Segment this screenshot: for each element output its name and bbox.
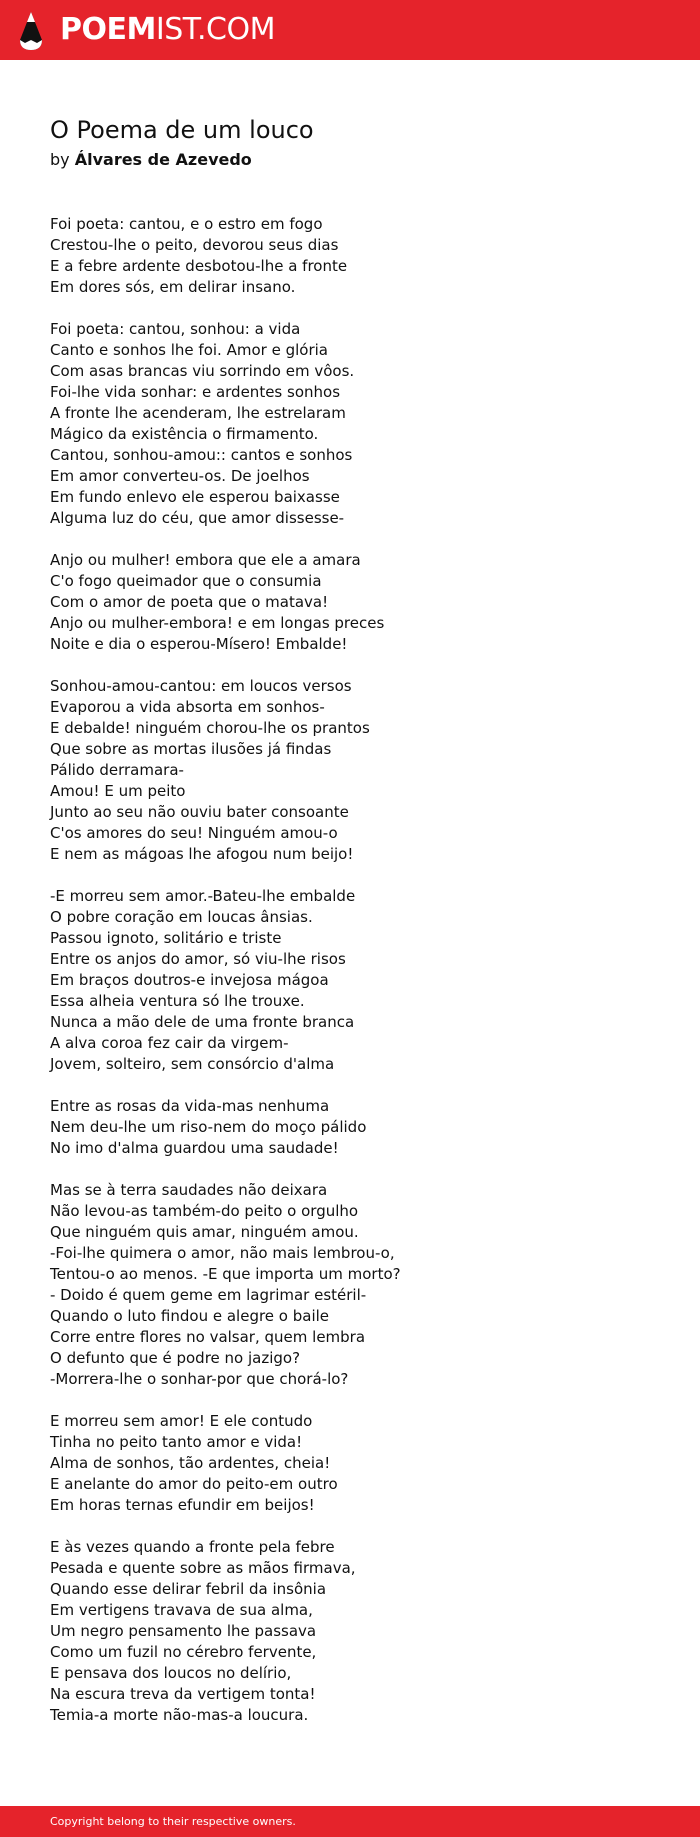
poem-line: E debalde! ninguém chorou-lhe os prantos [50, 719, 370, 737]
poem-line: Entre os anjos do amor, só viu-lhe risos [50, 950, 346, 968]
poem-line: Não levou-as também-do peito o orgulho [50, 1202, 359, 1220]
poem-stanza [50, 550, 650, 655]
poem-author: Álvares de Azevedo [74, 150, 252, 169]
poem-line: -Foi-lhe quimera o amor, não mais lembrou-o, [50, 1244, 395, 1262]
poem-line: Em vertigens travava de sua alma, [50, 1601, 313, 1619]
poem-line: E nem as mágoas lhe afogou num beijo! [50, 845, 354, 863]
poem-line: E às vezes quando a fronte pela febre [50, 1538, 335, 1556]
poem-stanza [50, 1096, 650, 1159]
poem-line: O defunto que é podre no jazigo? [50, 1349, 301, 1367]
poem-line: Em dores sós, em delirar insano. [50, 278, 296, 296]
copyright-text: Copyright belong to their respective owners. [50, 1815, 296, 1828]
poem-line: Canto e sonhos lhe foi. Amor e glória [50, 341, 328, 359]
poem-line: -E morreu sem amor.-Bateu-lhe embalde [50, 887, 356, 905]
poem-line: Em amor converteu-os. De joelhos [50, 467, 310, 485]
poem-byline [50, 148, 650, 172]
poem-line: Em fundo enlevo ele esperou baixasse [50, 488, 340, 506]
poem-line: E anelante do amor do peito-em outro [50, 1475, 338, 1493]
poem-stanza [50, 676, 650, 865]
poem-line: Quando o luto findou e alegre o baile [50, 1307, 330, 1325]
poem-line: Crestou-lhe o peito, devorou seus dias [50, 236, 339, 254]
logo-bold-text: POEM [60, 12, 156, 47]
poem-line: Entre as rosas da vida-mas nenhuma [50, 1097, 330, 1115]
poem-line: Mágico da existência o firmamento. [50, 425, 319, 443]
site-header [0, 0, 700, 60]
poem-stanza [50, 1180, 650, 1390]
poem-line: Como um fuzil no cérebro fervente, [50, 1643, 317, 1661]
poem-line: Mas se à terra saudades não deixara [50, 1181, 328, 1199]
poem-line: Foi poeta: cantou, sonhou: a vida [50, 320, 301, 338]
poem-stanza [50, 1537, 650, 1726]
poem-line: Com o amor de poeta que o matava! [50, 593, 329, 611]
pencil-tip-icon[interactable] [18, 10, 44, 52]
poem-line: Nunca a mão dele de uma fronte branca [50, 1013, 355, 1031]
poem-line: Corre entre flores no valsar, quem lembra [50, 1328, 366, 1346]
poem-content [50, 112, 650, 1747]
poem-line: Em braços doutros-e invejosa mágoa [50, 971, 329, 989]
poem-line: Anjo ou mulher-embora! e em longas preces [50, 614, 385, 632]
poem-line: Cantou, sonhou-amou:: cantos e sonhos [50, 446, 353, 464]
poem-line: -Morrera-lhe o sonhar-por que chorá-lo? [50, 1370, 349, 1388]
site-logo[interactable] [60, 10, 275, 50]
poem-line: No imo d'alma guardou uma saudade! [50, 1139, 339, 1157]
poem-line: Nem deu-lhe um riso-nem do moço pálido [50, 1118, 367, 1136]
poem-line: Foi-lhe vida sonhar: e ardentes sonhos [50, 383, 341, 401]
poem-stanza [50, 886, 650, 1075]
poem-line: Jovem, solteiro, sem consórcio d'alma [50, 1055, 335, 1073]
poem-line: Que ninguém quis amar, ninguém amou. [50, 1223, 359, 1241]
poem-line: Pálido derramara- [50, 761, 184, 779]
poem-line: C'os amores do seu! Ninguém amou-o [50, 824, 338, 842]
poem-body [50, 214, 650, 1726]
poem-line: Anjo ou mulher! embora que ele a amara [50, 551, 361, 569]
poem-stanza [50, 319, 650, 529]
poem-line: Essa alheia ventura só lhe trouxe. [50, 992, 305, 1010]
poem-line: Noite e dia o esperou-Mísero! Embalde! [50, 635, 348, 653]
poem-line: Alma de sonhos, tão ardentes, cheia! [50, 1454, 331, 1472]
site-footer [0, 1806, 700, 1837]
poem-line: Evaporou a vida absorta em sonhos- [50, 698, 325, 716]
logo-light-text: IST.COM [155, 12, 275, 47]
poem-line: Com asas brancas viu sorrindo em vôos. [50, 362, 355, 380]
poem-line: Alguma luz do céu, que amor dissesse- [50, 509, 345, 527]
poem-line: Um negro pensamento lhe passava [50, 1622, 317, 1640]
poem-line: Amou! E um peito [50, 782, 186, 800]
poem-line: Passou ignoto, solitário e triste [50, 929, 282, 947]
poem-line: Tinha no peito tanto amor e vida! [50, 1433, 303, 1451]
poem-line: E morreu sem amor! E ele contudo [50, 1412, 313, 1430]
poem-line: O pobre coração em loucas ânsias. [50, 908, 313, 926]
poem-line: Foi poeta: cantou, e o estro em fogo [50, 215, 323, 233]
poem-line: A fronte lhe acenderam, lhe estrelaram [50, 404, 346, 422]
poem-line: E pensava dos loucos no delírio, [50, 1664, 292, 1682]
poem-line: A alva coroa fez cair da virgem- [50, 1034, 289, 1052]
poem-line: Pesada e quente sobre as mãos firmava, [50, 1559, 356, 1577]
poem-title: O Poema de um louco [50, 116, 314, 144]
poem-line: Em horas ternas efundir em beijos! [50, 1496, 315, 1514]
poem-line: C'o fogo queimador que o consumia [50, 572, 322, 590]
poem-line: Quando esse delirar febril da insônia [50, 1580, 327, 1598]
by-prefix: by [50, 150, 70, 169]
poem-line: - Doido é quem geme em lagrimar estéril- [50, 1286, 367, 1304]
poem-stanza [50, 1411, 650, 1516]
poem-line: Junto ao seu não ouviu bater consoante [50, 803, 349, 821]
poem-stanza [50, 214, 650, 298]
poem-line: Na escura treva da vertigem tonta! [50, 1685, 316, 1703]
poem-line: Temia-a morte não-mas-a loucura. [50, 1706, 309, 1724]
poem-line: Que sobre as mortas ilusões já findas [50, 740, 332, 758]
poem-line: Tentou-o ao menos. -E que importa um morto? [50, 1265, 401, 1283]
poem-line: Sonhou-amou-cantou: em loucos versos [50, 677, 352, 695]
poem-line: E a febre ardente desbotou-lhe a fronte [50, 257, 348, 275]
